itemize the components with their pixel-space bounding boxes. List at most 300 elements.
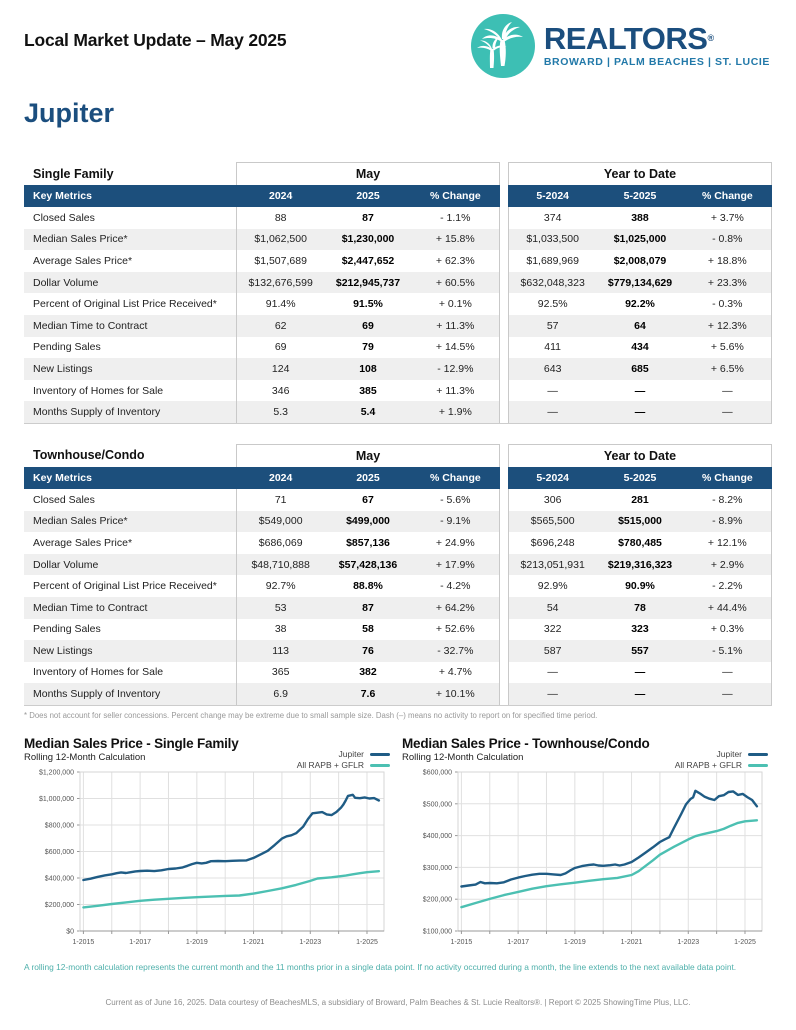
metric-value: 92.7%	[265, 580, 296, 593]
group-may	[236, 229, 500, 251]
metric-value: $1,025,000	[596, 229, 683, 251]
metric-value: $219,316,323	[596, 554, 683, 576]
group-may	[236, 467, 500, 489]
metric-value: + 12.3%	[684, 315, 771, 337]
metric-value: - 1.1%	[440, 211, 471, 224]
svg-text:1-2025: 1-2025	[356, 938, 378, 946]
metric-value: - 8.9%	[684, 511, 771, 533]
group-may	[236, 489, 500, 511]
metric-value: $1,033,500	[509, 229, 596, 251]
chart-plot	[402, 767, 772, 952]
metric-value: 306	[543, 493, 562, 506]
metric-value: - 0.3%	[712, 298, 743, 311]
chart-card	[24, 736, 394, 952]
legend-entry	[297, 760, 390, 771]
metric-value: + 17.9%	[412, 554, 499, 576]
column-gap	[500, 229, 508, 251]
table-row	[24, 358, 772, 380]
group-may	[236, 597, 500, 619]
metric-value: —	[722, 666, 733, 679]
metric-value: 7.6	[324, 683, 411, 705]
group-ytd	[508, 380, 772, 402]
metric-label: Closed Sales	[33, 211, 95, 224]
metrics-table	[24, 444, 772, 706]
column-header: 2025	[324, 467, 411, 489]
metric-label: Pending Sales	[33, 341, 101, 354]
svg-text:1-2025: 1-2025	[734, 938, 756, 946]
legend-label: Jupiter	[716, 748, 742, 759]
svg-text:1-2017: 1-2017	[507, 938, 530, 946]
svg-text:$200,000: $200,000	[44, 901, 74, 909]
metric-value: 685	[596, 358, 683, 380]
metric-value: 434	[631, 341, 649, 354]
metric-value: 323	[631, 623, 649, 636]
group-ytd	[508, 185, 772, 207]
metric-value: 54	[509, 597, 596, 619]
metric-value: 88.8%	[353, 580, 383, 593]
group-ytd	[508, 162, 772, 185]
metric-value: —	[509, 401, 596, 423]
metric-value: 62	[237, 315, 324, 337]
metric-value: —	[596, 401, 683, 423]
metric-value: 92.9%	[537, 580, 568, 593]
table-row	[24, 293, 772, 315]
metric-label: Closed Sales	[33, 493, 95, 506]
table-row	[24, 489, 772, 511]
group-ytd	[508, 358, 772, 380]
column-gap	[500, 662, 508, 684]
page-title: Jupiter	[24, 98, 115, 128]
metric-value: - 5.1%	[684, 640, 771, 662]
metric-label: Dollar Volume	[24, 554, 236, 576]
metric-value: 67	[362, 493, 374, 506]
group-may	[236, 293, 500, 315]
metric-label: Average Sales Price*	[33, 536, 133, 549]
group-may	[236, 683, 500, 705]
group-ytd	[508, 489, 772, 511]
metric-value: 87	[362, 211, 374, 224]
metric-value: + 3.7%	[710, 211, 744, 224]
column-header: 5-2025	[596, 467, 683, 489]
palm-trees-icon	[471, 14, 535, 78]
group-may	[236, 315, 500, 337]
group-header-label: May	[355, 167, 381, 181]
metric-label: Percent of Original List Price Received*	[33, 298, 217, 311]
svg-text:1-2017: 1-2017	[129, 938, 152, 946]
table-row	[24, 597, 772, 619]
metric-value: + 15.8%	[412, 229, 499, 251]
chart-plot	[24, 767, 394, 952]
column-header: % Change	[412, 185, 499, 207]
table-header-row	[24, 467, 772, 489]
group-ytd	[508, 511, 772, 533]
metric-value: - 32.7%	[412, 640, 499, 662]
metric-value: + 12.1%	[707, 536, 747, 549]
group-ytd	[508, 662, 772, 684]
metric-label: Inventory of Homes for Sale	[33, 666, 164, 679]
metric-value: 76	[324, 640, 411, 662]
group-may	[236, 380, 500, 402]
table-row	[24, 272, 772, 294]
svg-text:1-2019: 1-2019	[185, 938, 208, 946]
svg-text:$100,000: $100,000	[422, 928, 452, 936]
svg-text:1-2021: 1-2021	[620, 938, 643, 946]
group-may	[236, 337, 500, 359]
metric-value: + 5.6%	[710, 341, 744, 354]
metric-value: - 5.6%	[440, 493, 471, 506]
column-gap	[500, 337, 508, 359]
column-header: 5-2024	[509, 467, 596, 489]
metric-value: 124	[237, 358, 324, 380]
group-ytd	[508, 207, 772, 229]
column-header: Key Metrics	[24, 467, 236, 489]
svg-text:$0: $0	[66, 928, 74, 936]
metric-value: —	[634, 384, 646, 397]
legend-line-swatch	[748, 753, 768, 756]
metric-value: 69	[324, 315, 411, 337]
series-line-jupiter	[83, 795, 379, 880]
metric-value: 6.9	[237, 683, 324, 705]
column-gap	[500, 467, 508, 489]
group-may	[236, 207, 500, 229]
legend-label: Jupiter	[338, 748, 364, 759]
group-may	[236, 162, 500, 185]
column-header: 5-2024	[509, 185, 596, 207]
metric-value: $780,485	[618, 536, 662, 549]
column-gap	[500, 272, 508, 294]
metric-value: 38	[274, 623, 287, 636]
report-header	[24, 0, 772, 78]
metric-label: Months Supply of Inventory	[24, 401, 236, 423]
group-may	[236, 444, 500, 467]
column-header: % Change	[412, 467, 499, 489]
column-gap	[500, 683, 508, 705]
group-ytd	[508, 444, 772, 467]
column-gap	[500, 532, 508, 554]
svg-text:$1,000,000: $1,000,000	[38, 795, 74, 803]
group-may	[236, 554, 500, 576]
registered-mark: ®	[707, 33, 714, 43]
svg-text:1-2021: 1-2021	[242, 938, 265, 946]
metric-value: $1,507,689	[254, 254, 307, 267]
table-row	[24, 229, 772, 251]
metric-value: 643	[509, 358, 596, 380]
report-title: Local Market Update – May 2025	[24, 30, 287, 50]
table-row	[24, 640, 772, 662]
metric-value: $857,136	[346, 536, 390, 549]
column-header: 2024	[237, 467, 324, 489]
metric-value: + 6.5%	[684, 358, 771, 380]
metric-value: - 2.2%	[712, 580, 743, 593]
metric-value: $212,945,737	[324, 272, 411, 294]
metric-value: + 52.6%	[435, 623, 475, 636]
metric-value: $2,008,079	[613, 254, 667, 267]
column-gap	[500, 619, 508, 641]
metric-value: 90.9%	[625, 580, 655, 593]
metric-value: + 14.5%	[435, 341, 475, 354]
metric-label: New Listings	[24, 640, 236, 662]
svg-text:$400,000: $400,000	[44, 875, 74, 883]
metric-value: $549,000	[237, 511, 324, 533]
group-ytd	[508, 250, 772, 272]
metric-value: + 18.8%	[707, 254, 747, 267]
metric-value: $565,500	[509, 511, 596, 533]
table-row	[24, 575, 772, 597]
column-gap	[500, 207, 508, 229]
group-header-label: Year to Date	[603, 167, 677, 181]
column-gap	[500, 162, 508, 185]
table-section-title: Single Family	[33, 166, 114, 181]
metric-value: 71	[274, 493, 287, 506]
svg-text:1-2023: 1-2023	[299, 938, 322, 946]
column-header: 2024	[237, 185, 324, 207]
table-header-row	[24, 185, 772, 207]
group-may	[236, 185, 500, 207]
metric-value: 382	[359, 666, 377, 679]
table-row	[24, 619, 772, 641]
metric-value: 64	[596, 315, 683, 337]
metric-value: $499,000	[324, 511, 411, 533]
column-header: 5-2025	[596, 185, 683, 207]
metric-value: —	[684, 401, 771, 423]
legend-line-swatch	[370, 764, 390, 767]
chart-legend	[675, 749, 768, 771]
metric-value: + 10.1%	[412, 683, 499, 705]
table-row	[24, 511, 772, 533]
table-group-header-row	[24, 162, 772, 185]
legend-entry	[675, 760, 768, 771]
metric-value: 91.4%	[265, 298, 296, 311]
metric-value: + 1.9%	[412, 401, 499, 423]
metric-value: 322	[543, 623, 562, 636]
metric-value: + 0.1%	[438, 298, 472, 311]
metric-value: 346	[271, 384, 290, 397]
metric-label: Inventory of Homes for Sale	[33, 384, 164, 397]
metric-value: $696,248	[530, 536, 575, 549]
rolling-calculation-note: A rolling 12-month calculation represents the current month and the 11 months prior in a single data point. If no activity occurred during a month, the line extends to the next available data point.	[24, 961, 737, 972]
metric-value: + 0.3%	[710, 623, 744, 636]
group-ytd	[508, 272, 772, 294]
table-row	[24, 662, 772, 684]
metric-value: + 64.2%	[412, 597, 499, 619]
metric-value: —	[596, 683, 683, 705]
chart-card	[402, 736, 772, 952]
column-header: Key Metrics	[24, 185, 236, 207]
group-may	[236, 575, 500, 597]
group-ytd	[508, 640, 772, 662]
column-gap	[500, 380, 508, 402]
metric-value: 5.4	[324, 401, 411, 423]
metric-value: 587	[509, 640, 596, 662]
legend-entry	[297, 749, 390, 760]
table-row	[24, 337, 772, 359]
series-line-jupiter	[461, 791, 757, 887]
column-gap	[500, 489, 508, 511]
metrics-table	[24, 162, 772, 424]
metric-label: New Listings	[24, 358, 236, 380]
group-ytd	[508, 229, 772, 251]
svg-text:$800,000: $800,000	[44, 822, 74, 830]
metric-value: - 12.9%	[412, 358, 499, 380]
column-gap	[500, 185, 508, 207]
metric-value: - 0.8%	[684, 229, 771, 251]
metric-value: $57,428,136	[324, 554, 411, 576]
metric-label: Pending Sales	[33, 623, 101, 636]
group-ytd	[508, 532, 772, 554]
legend-line-swatch	[748, 764, 768, 767]
group-may	[236, 619, 500, 641]
metric-value: —	[547, 666, 558, 679]
column-gap	[500, 554, 508, 576]
table-row	[24, 207, 772, 229]
metric-value: + 11.3%	[436, 384, 475, 397]
table-row	[24, 401, 772, 423]
column-header: % Change	[684, 185, 771, 207]
column-gap	[500, 575, 508, 597]
column-gap	[500, 597, 508, 619]
legend-label: All RAPB + GFLR	[674, 759, 742, 770]
metric-value: —	[509, 683, 596, 705]
column-gap	[500, 315, 508, 337]
logo-brand: REALTORS®	[543, 21, 714, 56]
svg-text:$1,200,000: $1,200,000	[38, 769, 74, 777]
metric-value: $1,062,500	[237, 229, 324, 251]
metric-value: + 23.3%	[684, 272, 771, 294]
chart-title: Median Sales Price - Single Family	[24, 735, 239, 751]
column-gap	[500, 358, 508, 380]
metric-value: $132,676,599	[237, 272, 324, 294]
metric-value: 92.5%	[537, 298, 568, 311]
metric-value: + 60.5%	[412, 272, 499, 294]
table-row	[24, 532, 772, 554]
table-row	[24, 683, 772, 705]
legend-line-swatch	[370, 753, 390, 756]
group-may	[236, 272, 500, 294]
metric-value: $213,051,931	[509, 554, 596, 576]
column-gap	[500, 250, 508, 272]
group-ytd	[508, 467, 772, 489]
metric-value: 57	[509, 315, 596, 337]
metric-value: —	[547, 384, 558, 397]
table-group-header-row	[24, 444, 772, 467]
metric-value: $686,069	[258, 536, 303, 549]
metric-value: —	[722, 384, 733, 397]
metric-value: - 9.1%	[412, 511, 499, 533]
chart-legend	[297, 749, 390, 771]
metric-label: Median Sales Price*	[24, 229, 236, 251]
metric-label: Average Sales Price*	[33, 254, 133, 267]
metric-label: Median Time to Contract	[24, 597, 236, 619]
metric-value: 88	[274, 211, 287, 224]
metric-label: Percent of Original List Price Received*	[33, 580, 217, 593]
charts-section	[24, 736, 772, 952]
metric-value: 374	[543, 211, 562, 224]
metric-value: 69	[274, 341, 287, 354]
series-line-all-rapb-gflr	[83, 871, 379, 907]
group-ytd	[508, 315, 772, 337]
metric-value: 78	[596, 597, 683, 619]
metric-value: $632,048,323	[509, 272, 596, 294]
metric-value: 365	[271, 666, 290, 679]
chart-subtitle: Rolling 12-Month Calculation	[24, 751, 146, 763]
metric-value: $48,710,888	[237, 554, 324, 576]
column-gap	[500, 293, 508, 315]
metric-value: $1,689,969	[526, 254, 579, 267]
group-may	[236, 532, 500, 554]
group-ytd	[508, 619, 772, 641]
metric-label: Dollar Volume	[24, 272, 236, 294]
metric-value: 91.5%	[353, 298, 383, 311]
metric-value: $2,447,652	[341, 254, 395, 267]
group-may	[236, 358, 500, 380]
svg-text:$500,000: $500,000	[422, 801, 452, 809]
metric-value: $515,000	[596, 511, 683, 533]
column-gap	[500, 444, 508, 467]
svg-text:$600,000: $600,000	[422, 769, 452, 777]
group-may	[236, 401, 500, 423]
metric-value: 385	[359, 384, 377, 397]
metric-value: 5.3	[237, 401, 324, 423]
metric-value: 281	[631, 493, 649, 506]
metric-value: + 44.4%	[684, 597, 771, 619]
metric-value: 388	[631, 211, 649, 224]
svg-text:$600,000: $600,000	[44, 848, 74, 856]
metric-value: —	[684, 683, 771, 705]
group-may	[236, 511, 500, 533]
group-may	[236, 250, 500, 272]
logo-text	[543, 21, 770, 68]
metric-label: Median Time to Contract	[24, 315, 236, 337]
group-ytd	[508, 597, 772, 619]
metric-value: + 2.9%	[684, 554, 771, 576]
group-ytd	[508, 683, 772, 705]
metric-value: 58	[362, 623, 374, 636]
group-ytd	[508, 575, 772, 597]
svg-text:$400,000: $400,000	[422, 832, 452, 840]
metric-value: 557	[596, 640, 683, 662]
table-row	[24, 554, 772, 576]
metric-value: - 4.2%	[440, 580, 471, 593]
chart-title: Median Sales Price - Townhouse/Condo	[402, 735, 650, 751]
metric-value: 87	[324, 597, 411, 619]
metric-value: —	[634, 666, 646, 679]
table-section-title: Townhouse/Condo	[33, 448, 145, 463]
metric-value: $1,230,000	[324, 229, 411, 251]
series-line-all-rapb-gflr	[461, 820, 757, 907]
group-header-label: May	[355, 448, 381, 463]
svg-text:1-2015: 1-2015	[450, 938, 473, 946]
metric-value: 108	[324, 358, 411, 380]
metric-label: Months Supply of Inventory	[24, 683, 236, 705]
svg-text:$200,000: $200,000	[422, 896, 452, 904]
group-ytd	[508, 293, 772, 315]
group-ytd	[508, 401, 772, 423]
chart-subtitle: Rolling 12-Month Calculation	[402, 751, 524, 763]
legend-entry	[675, 749, 768, 760]
group-may	[236, 662, 500, 684]
svg-text:$300,000: $300,000	[422, 864, 452, 872]
legend-label: All RAPB + GFLR	[296, 759, 364, 770]
metric-value: 113	[237, 640, 324, 662]
column-gap	[500, 640, 508, 662]
svg-text:1-2023: 1-2023	[677, 938, 700, 946]
metric-label: Median Sales Price*	[24, 511, 236, 533]
realtors-logo	[471, 14, 770, 78]
table-row	[24, 315, 772, 337]
logo-tagline: BROWARD | PALM BEACHES | ST. LUCIE	[543, 56, 770, 68]
metric-value: 411	[544, 341, 562, 354]
group-ytd	[508, 337, 772, 359]
